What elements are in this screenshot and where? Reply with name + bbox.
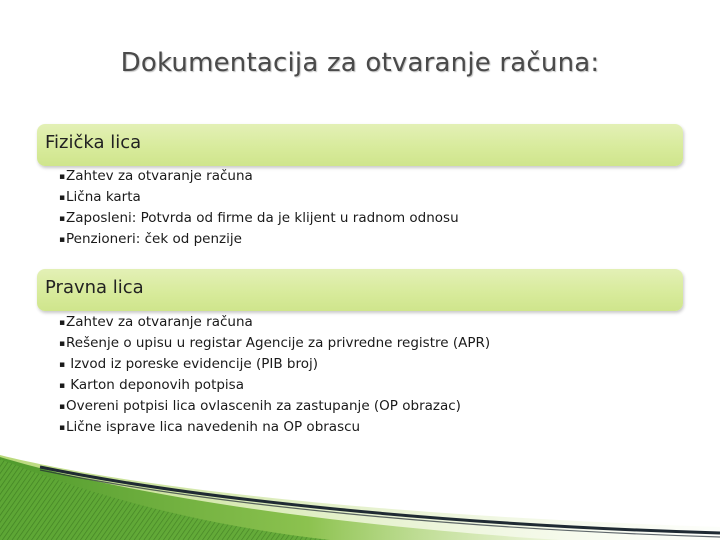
list-item-text: Penzioneri: ček od penzije xyxy=(66,231,242,247)
bullet-icon: ▪ xyxy=(59,423,66,433)
list-item-text: Lične isprave lica navedenih na OP obrascu xyxy=(66,419,361,435)
list-item xyxy=(59,396,490,417)
section-header-fizicka-lica xyxy=(37,124,683,166)
bullet-icon: ▪ xyxy=(59,360,66,370)
list-item xyxy=(59,333,490,354)
list-item xyxy=(59,187,459,208)
list-item-text: Zahtev za otvaranje računa xyxy=(66,314,253,330)
bullet-list-fizicka-lica xyxy=(59,166,459,250)
list-item xyxy=(59,354,490,375)
section-heading: Pravna lica xyxy=(45,277,144,298)
bullet-icon: ▪ xyxy=(59,235,66,245)
slide-title: Dokumentacija za otvaranje računa: xyxy=(120,48,600,78)
decorative-swoosh xyxy=(0,445,720,540)
list-item-text: Rešenje o upisu u registar Agencije za privredne registre (APR) xyxy=(66,335,491,351)
bullet-icon: ▪ xyxy=(59,318,66,328)
list-item-text: Zaposleni: Potvrda od firme da je klijent u radnom odnosu xyxy=(66,210,459,226)
list-item xyxy=(59,208,459,229)
list-item xyxy=(59,229,459,250)
bullet-icon: ▪ xyxy=(59,214,66,224)
list-item xyxy=(59,417,490,438)
section-heading: Fizička lica xyxy=(45,132,142,153)
bullet-icon: ▪ xyxy=(59,172,66,182)
bullet-icon: ▪ xyxy=(59,339,66,349)
list-item-text: Karton deponovih potpisa xyxy=(66,377,244,393)
section-header-pravna-lica xyxy=(37,269,683,311)
list-item-text: Zahtev za otvaranje računa xyxy=(66,168,253,184)
list-item-text: Izvod iz poreske evidencije (PIB broj) xyxy=(66,356,318,372)
bullet-list-pravna-lica xyxy=(59,312,490,438)
list-item xyxy=(59,166,459,187)
list-item xyxy=(59,375,490,396)
list-item xyxy=(59,312,490,333)
bullet-icon: ▪ xyxy=(59,193,66,203)
list-item-text: Lična karta xyxy=(66,189,141,205)
list-item-text: Overeni potpisi lica ovlascenih za zastupanje (OP obrazac) xyxy=(66,398,461,414)
bullet-icon: ▪ xyxy=(59,381,66,391)
bullet-icon: ▪ xyxy=(59,402,66,412)
